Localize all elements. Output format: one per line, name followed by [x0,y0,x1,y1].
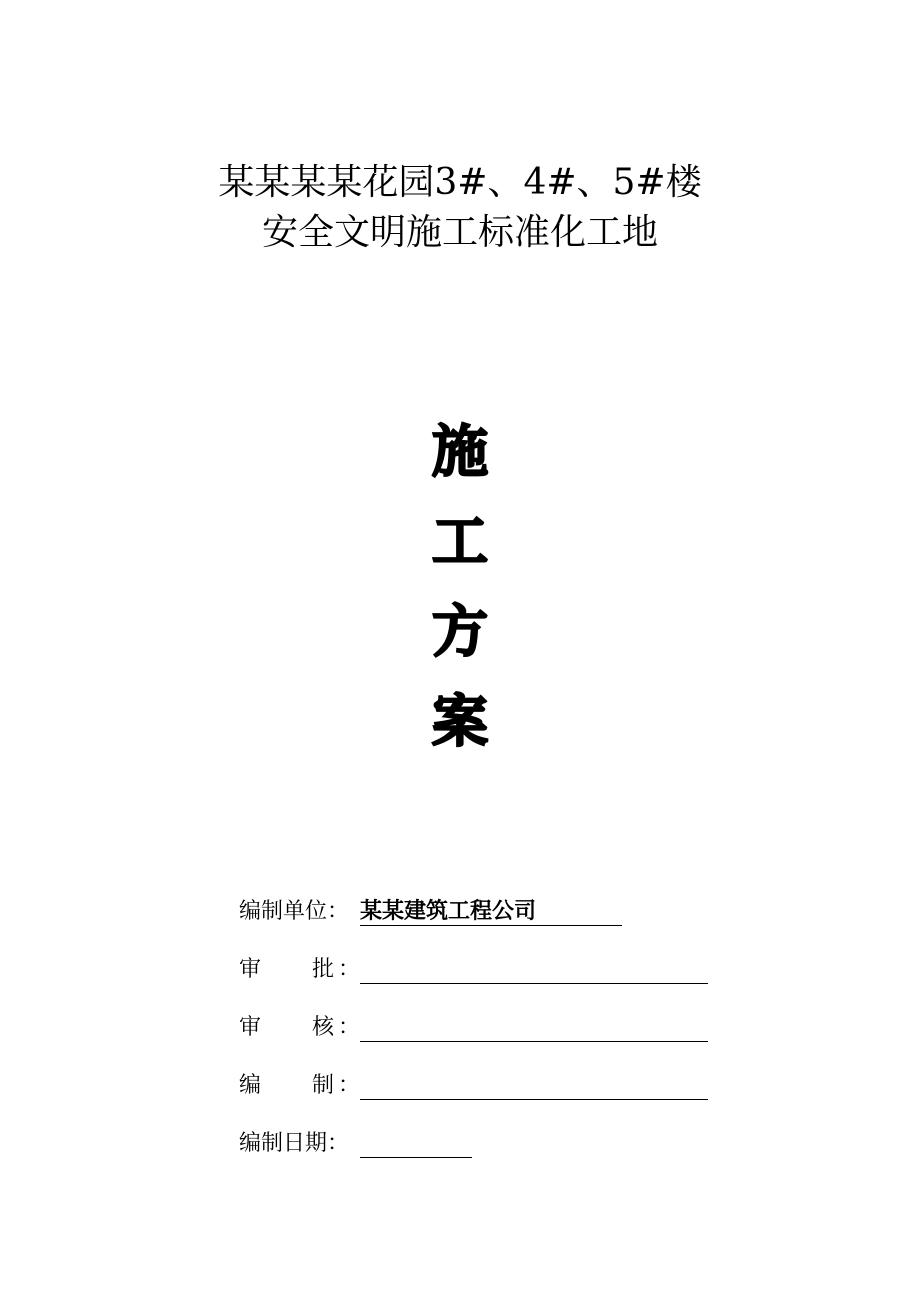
date-label: 编制日期： [239,1131,350,1156]
review-label-colon: ： [338,1015,361,1040]
big-title-char-4: 案 [432,690,488,755]
big-title-char-3: 方 [432,600,488,665]
review-label-char-1: 审 [239,1015,262,1040]
info-block [239,892,719,1182]
compile-label-char-1: 编 [239,1073,262,1098]
title-line-2: 安全文明施工标准化工地 [261,212,658,253]
compile-row [239,1066,719,1124]
approve-label-colon: ： [338,957,361,982]
big-title-char-1: 施 [432,420,488,485]
unit-value: 某某建筑工程公司 [360,899,537,924]
compile-underline [360,1099,708,1100]
date-row [239,1124,719,1182]
title-line-1: 某某某某花园3#、4#、5#楼 [218,162,702,203]
approve-row [239,950,719,1008]
document-title [0,158,920,258]
compile-label-colon: ： [338,1073,361,1098]
review-label-char-2: 核 [312,1015,335,1040]
unit-underline [360,925,622,926]
approve-label-char-1: 审 [239,957,262,982]
approve-underline [360,983,708,984]
unit-label: 编制单位： [239,899,350,924]
date-underline [360,1157,472,1158]
review-underline [360,1041,708,1042]
approve-label-char-2: 批 [312,957,335,982]
big-title [0,408,920,768]
big-title-char-2: 工 [432,510,488,575]
review-row [239,1008,719,1066]
compile-label-char-2: 制 [312,1073,335,1098]
unit-row [239,892,719,950]
